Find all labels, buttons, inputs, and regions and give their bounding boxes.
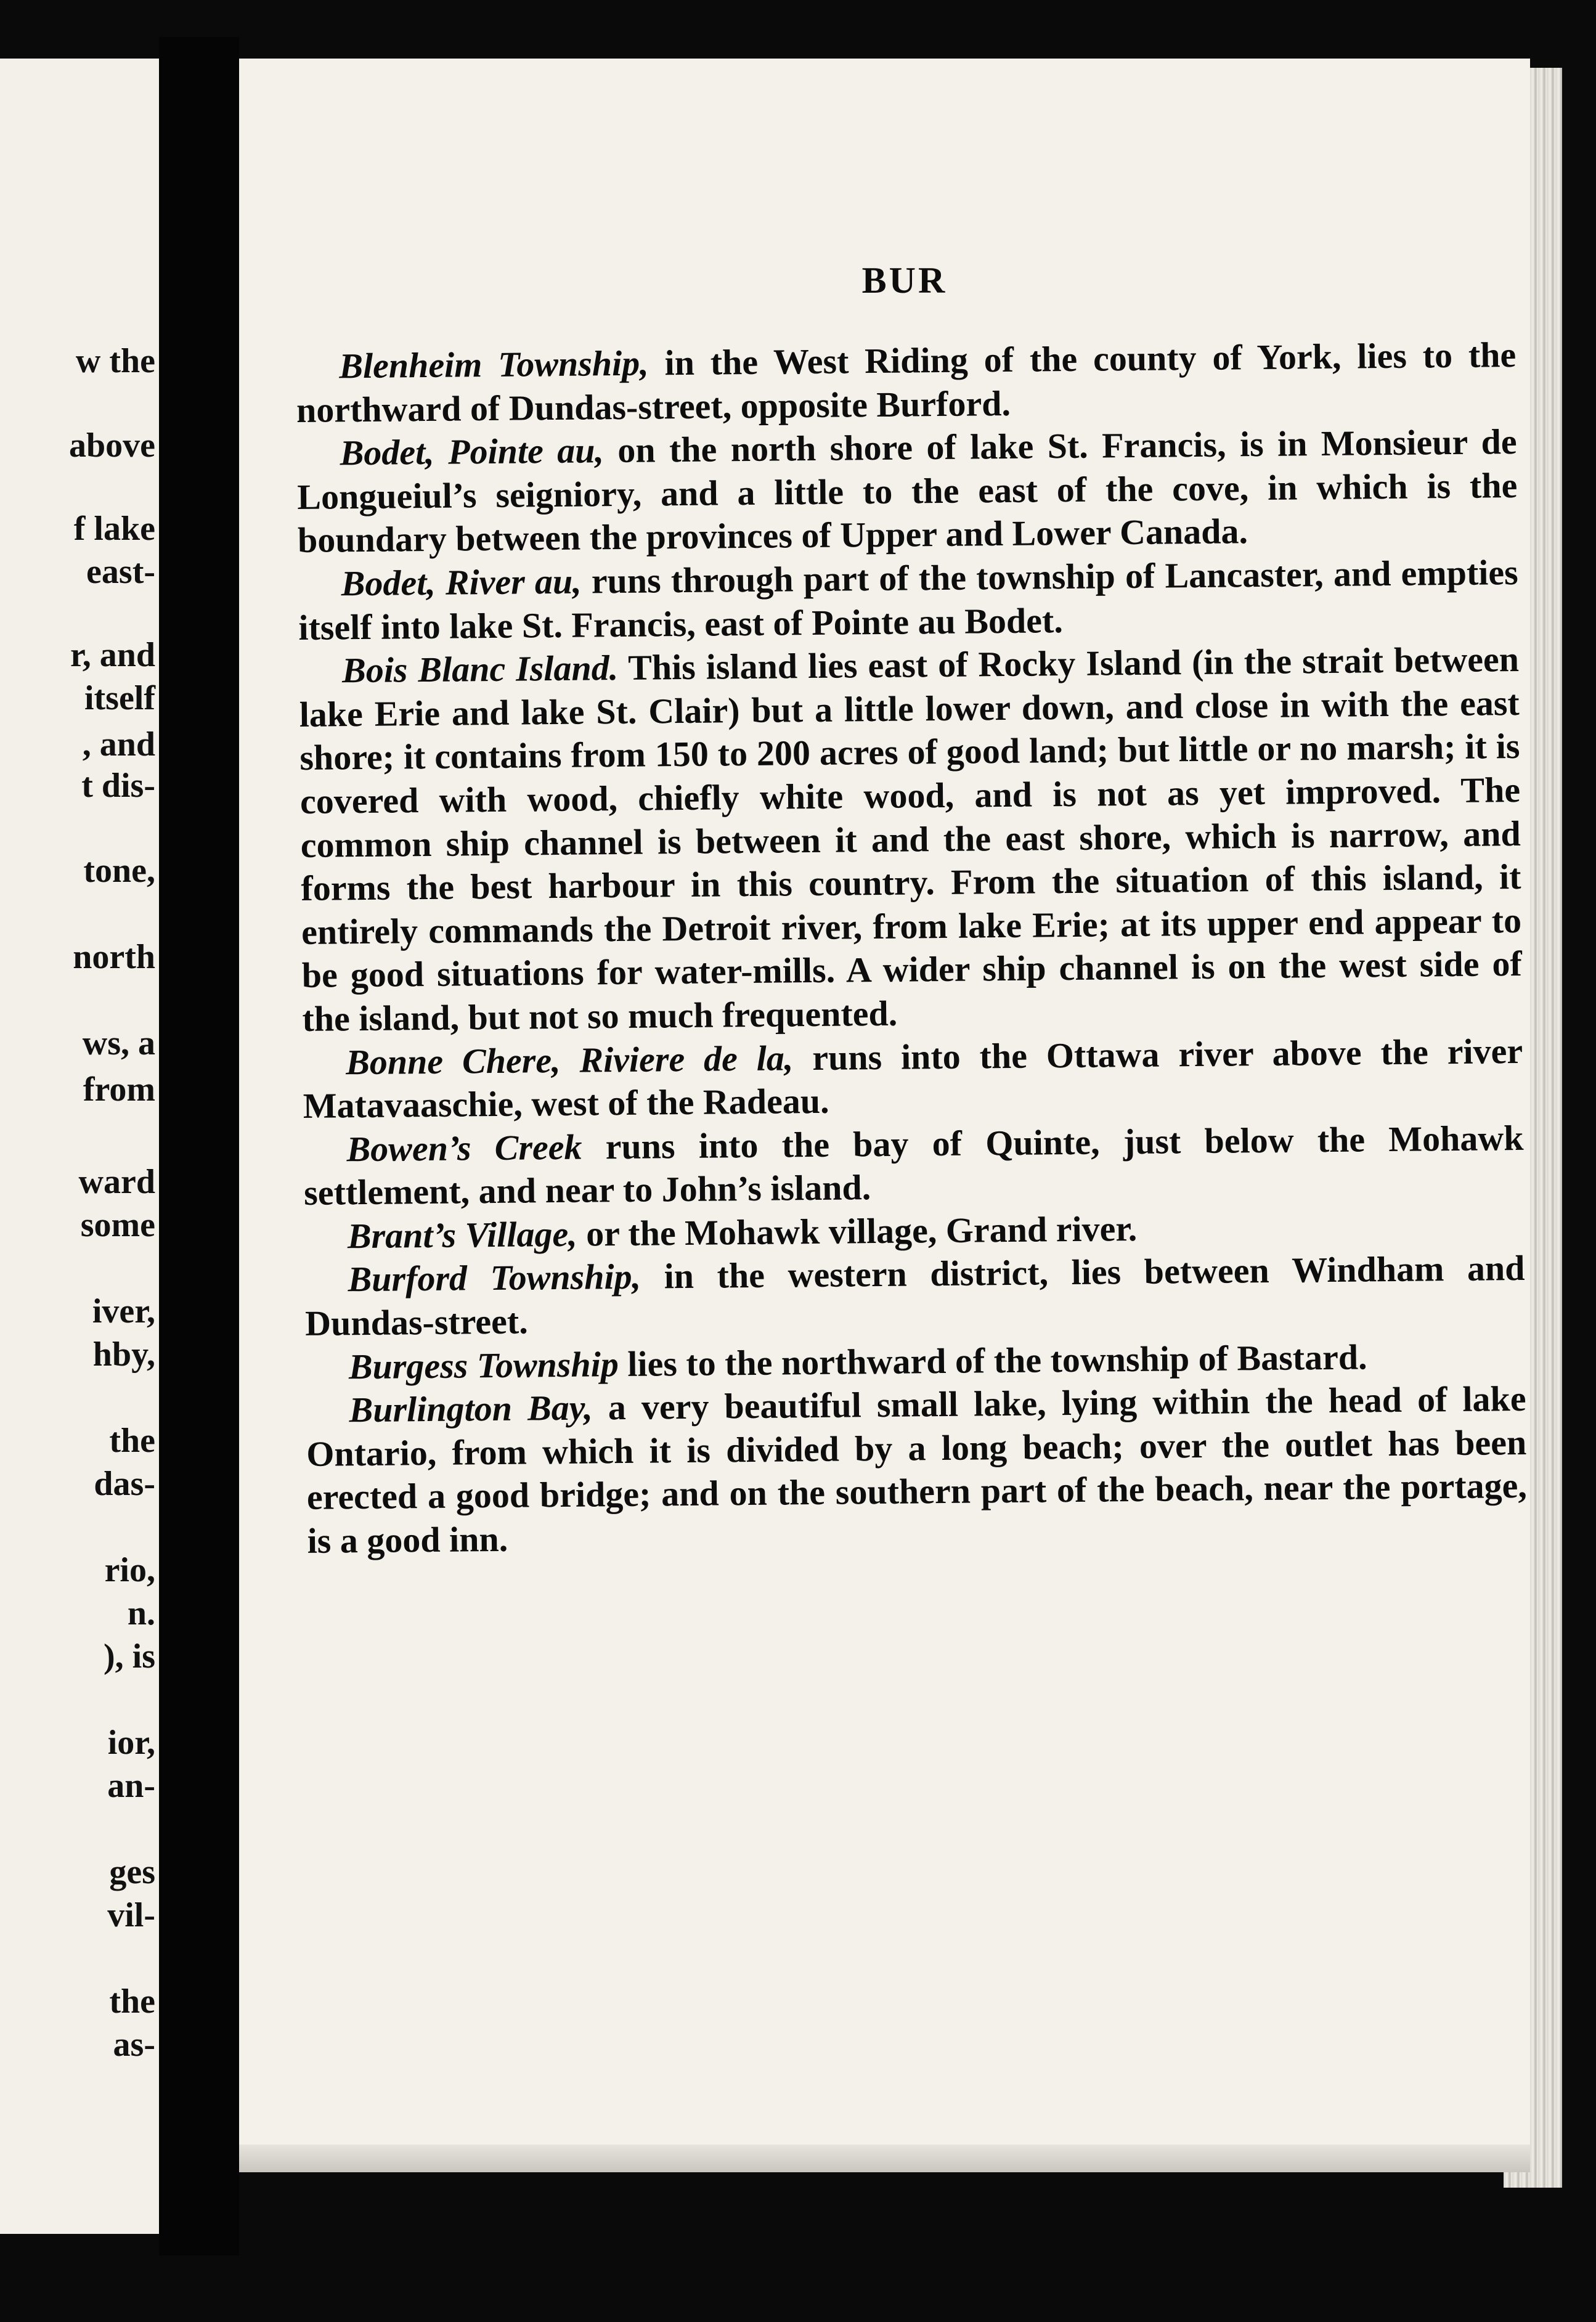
entry-term: Burford Township, bbox=[348, 1257, 641, 1300]
left-fragment: the bbox=[109, 1422, 155, 1460]
left-fragment: ward bbox=[78, 1163, 155, 1201]
entry-text: This island lies east of Rocky Island (in the strait between lake Erie and lake St. Clair) but a little lower down, and close in with the east shore; it contains from 150 to 200 acres of good land; but little or no marsh; it is covered with wood, chiefly white wood, and is not as yet improved. The common ship channel is between it and the east shore, which is narrow, and forms the best harbour in this country. From the situation of this island, it entirely commands the Detroit river, from lake Erie; at its upper end appear to be good situations for water-mills. A wider ship channel is on the west side of the island, but not so much frequented. bbox=[299, 639, 1523, 1039]
page-bottom-edge bbox=[239, 2145, 1530, 2172]
book-binding-gutter bbox=[159, 37, 239, 2255]
entry-term: Burlington Bay, bbox=[349, 1387, 593, 1430]
entry bbox=[303, 1029, 1523, 1128]
left-fragment: vil- bbox=[107, 1896, 155, 1934]
entry-term: Burgess Township bbox=[348, 1343, 619, 1387]
left-fragment: an- bbox=[107, 1767, 155, 1805]
left-fragment: from bbox=[83, 1070, 155, 1109]
entry bbox=[298, 551, 1518, 650]
entry-text: in the West Riding of the county of York, lies to the northward of Dundas-street, opposite Burford. bbox=[296, 334, 1517, 430]
left-fragment: das- bbox=[94, 1465, 155, 1503]
entry-term: Bowen’s Creek bbox=[346, 1126, 582, 1169]
left-fragment: rio, bbox=[104, 1551, 155, 1589]
left-fragment: f lake bbox=[73, 510, 155, 548]
entry-text: lies to the northward of the township of Bastard. bbox=[618, 1337, 1367, 1384]
left-fragment: ), is bbox=[104, 1637, 155, 1676]
left-fragment: above bbox=[69, 426, 155, 465]
left-fragment: as- bbox=[113, 2026, 155, 2064]
left-fragment: w the bbox=[75, 342, 155, 380]
entry bbox=[303, 1117, 1524, 1215]
left-fragment: ges bbox=[109, 1853, 155, 1891]
entry-text: on the north shore of lake St. Francis, is in Monsieur de Longueiul’s seigniory, and a little to the east of the cove, in which is the boundary between the provinces of Upper and Lower Canada. bbox=[297, 422, 1518, 561]
running-head: BUR bbox=[861, 260, 948, 301]
left-fragment: itself bbox=[84, 679, 155, 717]
entry-term: Bodet, River au, bbox=[341, 561, 582, 604]
left-fragment: tone, bbox=[83, 852, 155, 890]
entry-text: or the Mohawk village, Grand river. bbox=[577, 1208, 1138, 1254]
entry-text: runs into the bay of Quinte, just below the Mohawk settlement, and near to John’s island. bbox=[303, 1117, 1524, 1213]
entry bbox=[306, 1377, 1528, 1563]
entry bbox=[299, 638, 1523, 1041]
entry-term: Bois Blanc Island. bbox=[341, 648, 619, 691]
entry bbox=[304, 1247, 1525, 1345]
entry-text: runs into the Ottawa river above the river Matavaaschie, west of the Radeau. bbox=[303, 1030, 1523, 1126]
entry-text: runs through part of the township of Lancaster, and empties itself into lake St. Francis, east of Pointe au Bodet. bbox=[298, 552, 1518, 648]
left-fragment: ior, bbox=[107, 1724, 155, 1762]
left-fragment: east- bbox=[86, 553, 155, 591]
left-fragment: the bbox=[109, 1982, 155, 2021]
entry-term: Bonne Chere, Riviere de la, bbox=[345, 1037, 794, 1082]
left-fragment: iver, bbox=[92, 1292, 155, 1330]
left-fragment: , and bbox=[82, 725, 155, 764]
left-fragment: ws, a bbox=[82, 1024, 155, 1062]
entry bbox=[296, 420, 1518, 563]
entry-text: in the western district, lies between Windham and Dundas-street. bbox=[304, 1248, 1525, 1343]
left-fragment: n. bbox=[127, 1594, 155, 1632]
left-fragment: r, and bbox=[70, 636, 155, 674]
entry bbox=[296, 333, 1517, 432]
gazetteer-entries bbox=[296, 333, 1528, 1563]
right-page bbox=[239, 59, 1530, 2145]
left-facing-page bbox=[0, 59, 159, 2234]
left-fragment: t dis- bbox=[81, 767, 155, 805]
entry-text: a very beautiful small lake, lying within the head of lake Ontario, from which it is divided by a long beach; over the outlet has been erected a good bridge; and on the southern part of the beach, near the portage, is a good inn. bbox=[306, 1379, 1528, 1561]
entry-term: Brant’s Village, bbox=[347, 1213, 577, 1257]
left-fragment: some bbox=[80, 1206, 155, 1244]
entry-term: Blenheim Township, bbox=[339, 343, 649, 386]
entry-term: Bodet, Pointe au, bbox=[340, 430, 605, 473]
left-fragment: north bbox=[73, 938, 155, 976]
left-fragment: hby, bbox=[92, 1335, 155, 1374]
